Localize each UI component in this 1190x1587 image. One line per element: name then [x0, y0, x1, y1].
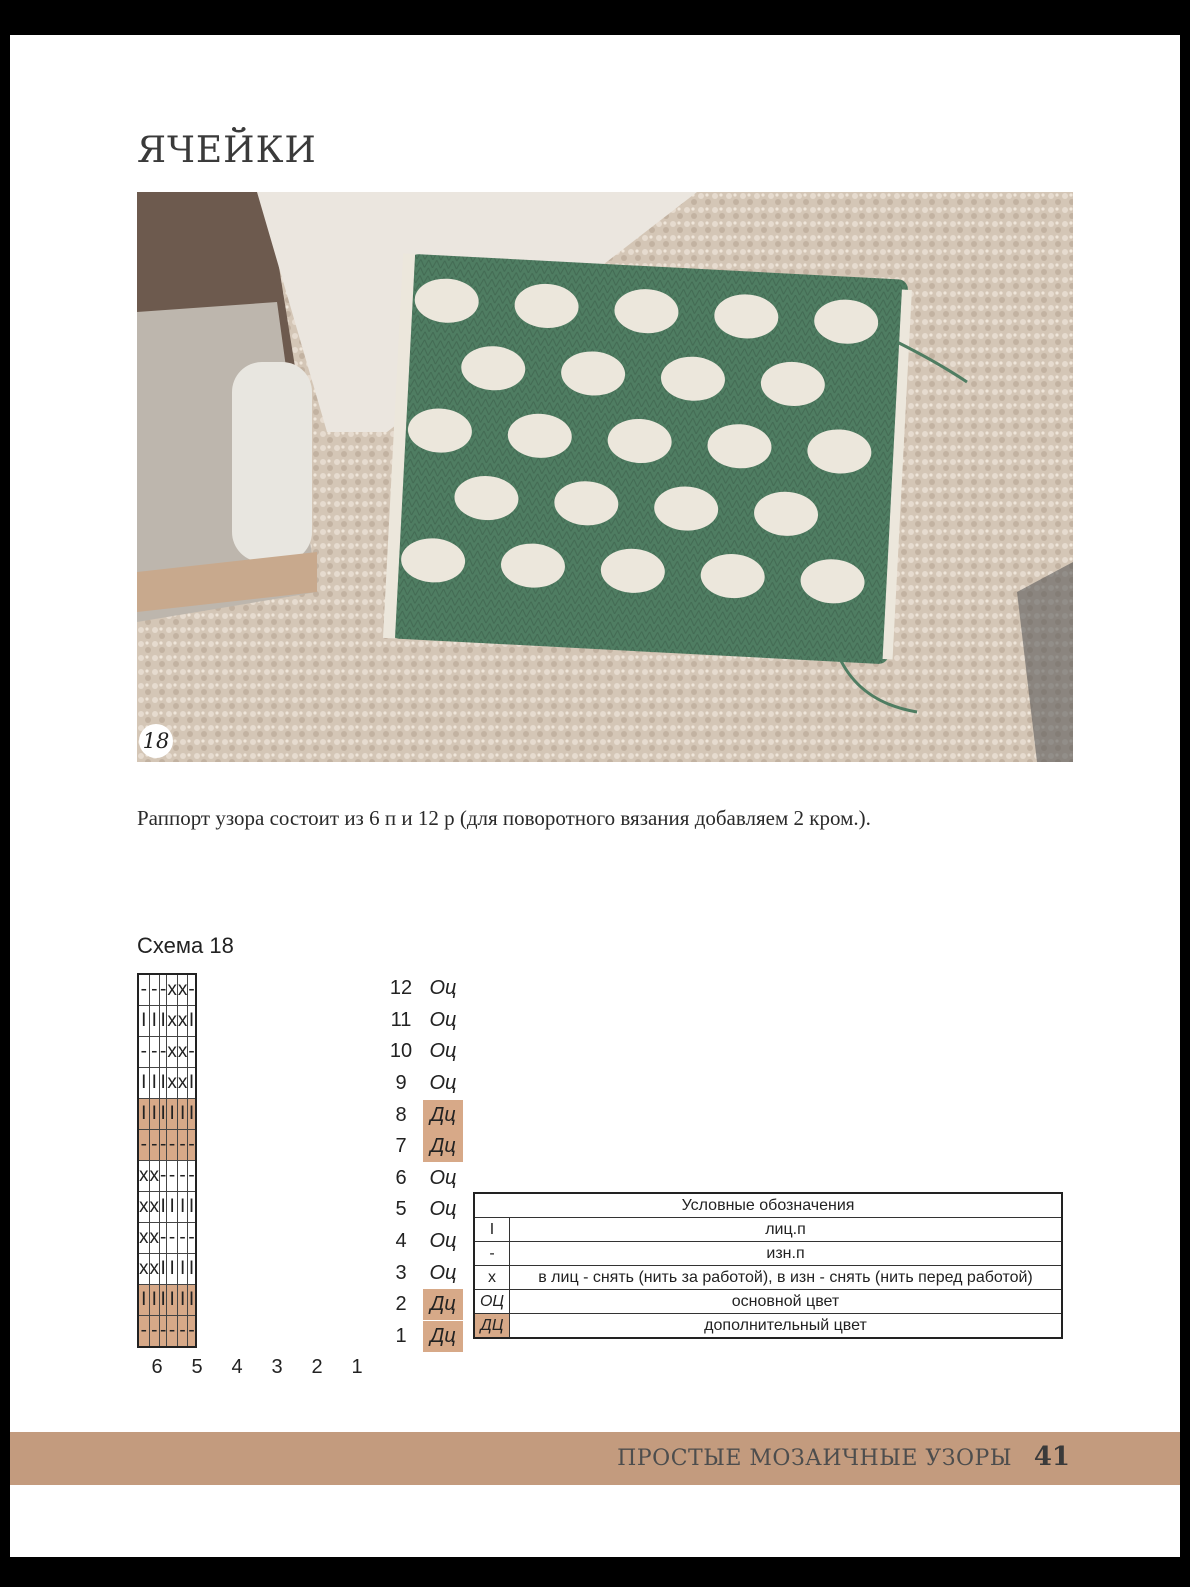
- legend-symbol: I: [474, 1218, 510, 1242]
- chart-cell: x: [177, 1006, 188, 1037]
- column-number: 2: [311, 1356, 323, 1378]
- chart-cell: x: [138, 1223, 149, 1254]
- chart-cell: I: [177, 1254, 188, 1285]
- row-label: [385, 1226, 475, 1258]
- chart-cell: x: [167, 1006, 178, 1037]
- chart-cell: -: [160, 1161, 167, 1192]
- legend-row: [474, 1266, 1062, 1290]
- row-color-code: Дц: [423, 1100, 463, 1131]
- row-number: 3: [395, 1261, 407, 1284]
- column-numbers: [137, 1356, 381, 1379]
- row-color-code: Оц: [429, 1040, 457, 1063]
- chart-row: [138, 1254, 196, 1285]
- chart-row: [138, 1316, 196, 1348]
- chart-cell: x: [167, 1068, 178, 1099]
- row-label: [385, 1099, 475, 1131]
- row-number: 11: [390, 1008, 412, 1031]
- column-number: 4: [231, 1356, 243, 1378]
- row-label: [385, 1194, 475, 1226]
- chart-cell: -: [167, 1223, 178, 1254]
- chart-cell: x: [167, 974, 178, 1006]
- row-number: 6: [395, 1166, 407, 1189]
- chart-row: [138, 1130, 196, 1161]
- chart-grid: [137, 973, 197, 1348]
- chart-cell: I: [177, 1099, 188, 1130]
- column-number: 5: [191, 1356, 203, 1378]
- chart-cell: -: [160, 974, 167, 1006]
- row-number: 5: [395, 1198, 407, 1221]
- legend-table: [473, 1192, 1063, 1339]
- legend-meaning: в лиц - снять (нить за работой), в изн - снять (нить перед работой): [510, 1266, 1063, 1290]
- column-number: 1: [351, 1356, 363, 1378]
- chart-cell: I: [167, 1285, 178, 1316]
- chart-row: [138, 1223, 196, 1254]
- chart-cell: x: [149, 1161, 160, 1192]
- chart-cell: I: [177, 1192, 188, 1223]
- chart-cell: I: [138, 1068, 149, 1099]
- chart-cell: I: [149, 1068, 160, 1099]
- chart-cell: I: [160, 1192, 167, 1223]
- chart-cell: x: [149, 1223, 160, 1254]
- chart-cell: I: [188, 1192, 196, 1223]
- chart-cell: I: [167, 1254, 178, 1285]
- row-color-code: Дц: [423, 1321, 463, 1352]
- chart-cell: -: [160, 1037, 167, 1068]
- chart-row: [138, 1285, 196, 1316]
- chart-cell: -: [188, 1161, 196, 1192]
- row-color-code: Оц: [429, 1230, 457, 1253]
- chart-cell: I: [160, 1006, 167, 1037]
- chart-row: [138, 1192, 196, 1223]
- chart-cell: x: [149, 1192, 160, 1223]
- row-label: [385, 1289, 475, 1321]
- row-number: 2: [395, 1293, 407, 1316]
- row-color-code: Оц: [429, 977, 457, 1000]
- scheme-title: Схема 18: [137, 933, 234, 958]
- chart-cell: I: [167, 1192, 178, 1223]
- chart-cell: I: [160, 1068, 167, 1099]
- row-color-code: Оц: [429, 1261, 457, 1284]
- chart-cell: x: [177, 974, 188, 1006]
- chart-cell: -: [188, 974, 196, 1006]
- chart-cell: -: [160, 1223, 167, 1254]
- row-label: [385, 1163, 475, 1195]
- row-label: [385, 1068, 475, 1100]
- row-number: 4: [395, 1230, 407, 1253]
- row-number: 8: [395, 1103, 407, 1126]
- row-label: [385, 1005, 475, 1037]
- row-label: [385, 1257, 475, 1289]
- legend-symbol: x: [474, 1266, 510, 1290]
- chart-cell: -: [138, 1037, 149, 1068]
- chart-cell: x: [138, 1161, 149, 1192]
- chart-cell: x: [138, 1192, 149, 1223]
- chart-cell: -: [188, 1037, 196, 1068]
- chart-cell: I: [160, 1285, 167, 1316]
- row-label: [385, 1036, 475, 1068]
- chart-cell: x: [149, 1254, 160, 1285]
- chart-cell: I: [149, 1285, 160, 1316]
- row-color-code: Дц: [423, 1289, 463, 1320]
- chart-cell: I: [188, 1099, 196, 1130]
- chart-row: [138, 1099, 196, 1130]
- photo-illustration: [137, 192, 1073, 762]
- chart-cell: -: [177, 1223, 188, 1254]
- chart-cell: -: [167, 1161, 178, 1192]
- chart-cell: I: [188, 1285, 196, 1316]
- legend-row: [474, 1218, 1062, 1242]
- legend-row: [474, 1290, 1062, 1314]
- chart-cell: I: [188, 1068, 196, 1099]
- row-number: 1: [395, 1324, 407, 1347]
- column-number: 3: [271, 1356, 283, 1378]
- chart-cell: I: [188, 1006, 196, 1037]
- row-color-code: Дц: [423, 1131, 463, 1162]
- chart-row: [138, 974, 196, 1006]
- chart-cell: -: [177, 1316, 188, 1348]
- footer-section-title: ПРОСТЫЕ МОЗАИЧНЫЕ УЗОРЫ: [617, 1446, 1012, 1471]
- legend-title: Условные обозначения: [474, 1193, 1062, 1218]
- chart-cell: -: [149, 1037, 160, 1068]
- chart-cell: -: [188, 1223, 196, 1254]
- footer-band: [10, 1432, 1180, 1485]
- chart-cell: I: [177, 1285, 188, 1316]
- chart-cell: I: [138, 1285, 149, 1316]
- chart-cell: -: [149, 974, 160, 1006]
- pattern-description: Раппорт узора состоит из 6 п и 12 р (для поворотного вязания добавляем 2 кром.).: [137, 806, 871, 830]
- chart-cell: x: [177, 1068, 188, 1099]
- chart-cell: -: [149, 1316, 160, 1348]
- chart-row: [138, 1161, 196, 1192]
- chart-cell: x: [138, 1254, 149, 1285]
- chart-cell: I: [138, 1099, 149, 1130]
- row-number: 12: [389, 977, 413, 1000]
- book-page: [10, 35, 1180, 1557]
- chart-row: [138, 1068, 196, 1099]
- chart-cell: I: [138, 1006, 149, 1037]
- photo-number-badge: 18: [139, 724, 173, 758]
- chart-cell: x: [177, 1037, 188, 1068]
- knitted-sample-photo: [137, 192, 1073, 762]
- legend-meaning: основной цвет: [510, 1290, 1063, 1314]
- column-number: 6: [151, 1356, 163, 1378]
- chart-cell: -: [160, 1316, 167, 1348]
- legend-row: [474, 1314, 1062, 1339]
- chart-cell: -: [138, 974, 149, 1006]
- page-title: ЯЧЕЙКИ: [137, 130, 317, 171]
- chart-cell: -: [188, 1130, 196, 1161]
- row-color-code: Оц: [429, 1166, 457, 1189]
- chart-cell: -: [138, 1316, 149, 1348]
- legend-meaning: дополнительный цвет: [510, 1314, 1063, 1339]
- legend-symbol: ДЦ: [474, 1314, 510, 1339]
- row-color-code: Оц: [429, 1072, 457, 1095]
- chart-cell: -: [167, 1130, 178, 1161]
- chart-cell: I: [160, 1099, 167, 1130]
- row-number: 7: [395, 1135, 407, 1158]
- chart-cell: -: [167, 1316, 178, 1348]
- chart-cell: -: [177, 1130, 188, 1161]
- chart-cell: I: [149, 1006, 160, 1037]
- legend-symbol: -: [474, 1242, 510, 1266]
- row-label: [385, 973, 475, 1005]
- chart-cell: -: [160, 1130, 167, 1161]
- legend-meaning: изн.п: [510, 1242, 1063, 1266]
- chart-cell: I: [188, 1254, 196, 1285]
- chart-cell: x: [167, 1037, 178, 1068]
- legend-symbol: ОЦ: [474, 1290, 510, 1314]
- chart-row: [138, 1006, 196, 1037]
- legend-meaning: лиц.п: [510, 1218, 1063, 1242]
- chart-cell: I: [167, 1099, 178, 1130]
- chart-cell: -: [138, 1130, 149, 1161]
- chart-cell: I: [149, 1099, 160, 1130]
- chart-cell: -: [177, 1161, 188, 1192]
- row-label: [385, 1321, 475, 1353]
- chart-cell: I: [160, 1254, 167, 1285]
- row-color-code: Оц: [429, 1008, 457, 1031]
- chart-row: [138, 1037, 196, 1068]
- chart-cell: -: [149, 1130, 160, 1161]
- row-number: 9: [395, 1072, 407, 1095]
- page-number: 41: [1033, 1442, 1070, 1472]
- row-label: [385, 1131, 475, 1163]
- row-color-code: Оц: [429, 1198, 457, 1221]
- chart-cell: -: [188, 1316, 196, 1348]
- legend-row: [474, 1242, 1062, 1266]
- row-number: 10: [389, 1040, 413, 1063]
